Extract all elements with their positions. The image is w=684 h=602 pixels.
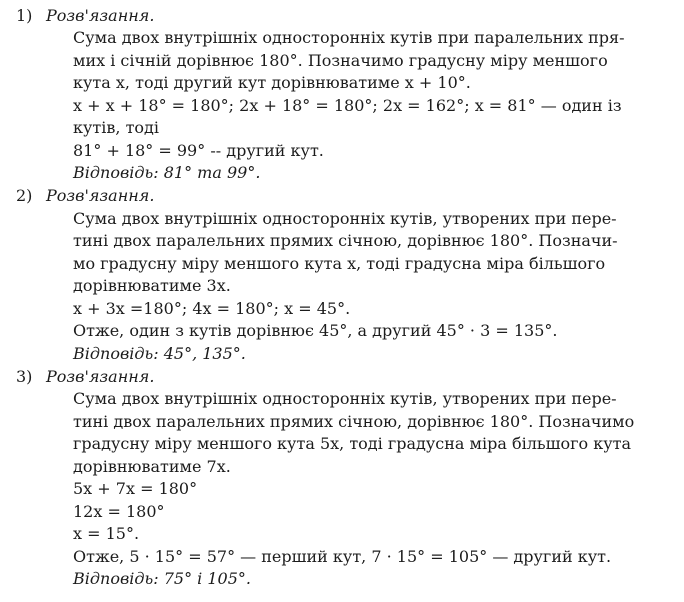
problem-1-answer: Відповідь: 81° та 99°. xyxy=(73,163,261,182)
problem-2-line-4: дорівнюватиме 3x. xyxy=(73,276,231,295)
problem-2-line-6: Отже, один з кутів дорівнює 45°, а другий 45° · 3 = 135°. xyxy=(73,321,558,340)
problem-1-number: 1) xyxy=(16,6,33,25)
problem-3-line-5: 5x + 7x = 180° xyxy=(73,479,198,498)
problem-2-answer: Відповідь: 45°, 135°. xyxy=(73,344,246,363)
problem-3-title: Розв'язання. xyxy=(46,367,155,386)
problem-1-line-3: кута x, тоді другий кут дорівнюватиме x + 10°. xyxy=(73,73,471,92)
problem-3-number: 3) xyxy=(16,367,33,386)
problem-1-line-1: Сума двох внутрішніх односторонніх кутів при паралельних пря- xyxy=(73,28,625,47)
problem-3-line-6: 12x = 180° xyxy=(73,502,165,521)
problem-2-title: Розв'язання. xyxy=(46,186,155,205)
problem-1-title: Розв'язання. xyxy=(46,6,155,25)
problem-1-line-2: мих і січній дорівнює 180°. Позначимо градусну міру меншого xyxy=(73,51,608,70)
problem-2-line-5: x + 3x =180°; 4x = 180°; x = 45°. xyxy=(73,299,351,318)
problem-2-line-1: Сума двох внутрішніх односторонніх кутів, утворених при пере- xyxy=(73,209,617,228)
problem-2-line-2: тині двох паралельних прямих січною, дорівнює 180°. Позначи- xyxy=(73,231,618,250)
problem-3-line-7: x = 15°. xyxy=(73,524,140,543)
problem-1-line-6: 81° + 18° = 99° -- другий кут. xyxy=(73,141,324,160)
problem-3-line-2: тині двох паралельних прямих січною, дорівнює 180°. Позначимо xyxy=(73,412,635,431)
problem-2-number: 2) xyxy=(16,186,33,205)
problem-3-line-1: Сума двох внутрішніх односторонніх кутів, утворених при пере- xyxy=(73,389,617,408)
problem-3-answer: Відповідь: 75° і 105°. xyxy=(73,569,251,588)
problem-2-line-3: мо градусну міру меншого кута x, тоді градусна міра більшого xyxy=(73,254,606,273)
problem-3-line-3: градусну міру меншого кута 5x, тоді градусна міра більшого кута xyxy=(73,434,631,453)
problem-3-line-8: Отже, 5 · 15° = 57° — перший кут, 7 · 15° = 105° — другий кут. xyxy=(73,547,612,566)
problem-1-line-5: кутів, тоді xyxy=(73,118,160,137)
problem-3-line-4: дорівнюватиме 7x. xyxy=(73,457,231,476)
problem-1-line-4: x + x + 18° = 180°; 2x + 18° = 180°; 2x = 162°; x = 81° — один із xyxy=(73,96,622,115)
